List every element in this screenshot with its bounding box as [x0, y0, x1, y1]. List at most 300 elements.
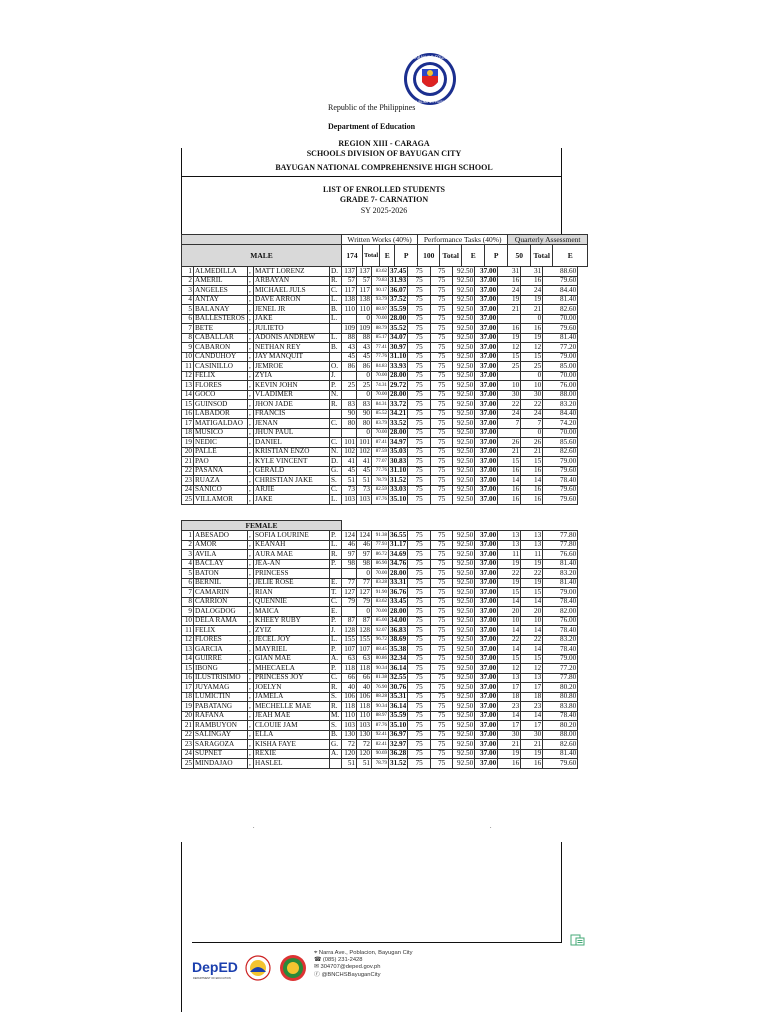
pt-raw: 75: [408, 692, 431, 702]
row-number: 12: [182, 635, 194, 645]
middle-initial: A.: [330, 749, 342, 759]
ww-e: 96.72: [372, 635, 389, 645]
pt-raw: 75: [408, 730, 431, 740]
qa-total: 14: [521, 645, 543, 655]
ww-p: 31.10: [390, 352, 407, 361]
pt-total: 75: [431, 711, 453, 721]
ww-raw: 127: [342, 588, 357, 598]
location-icon: ⌖: [314, 950, 318, 956]
qa-e: 79.60: [543, 466, 578, 476]
ww-p: 29.72: [390, 380, 407, 389]
ww-e: 85.52: [372, 409, 389, 419]
separator: ,: [248, 531, 254, 541]
pt-total: 75: [431, 730, 453, 740]
first-name: JAY MANQUIT: [254, 352, 330, 362]
middle-initial: D.: [330, 267, 342, 277]
separator: ,: [248, 616, 254, 626]
qa-e: 88.00: [543, 730, 578, 740]
qa-e: 74.20: [543, 419, 578, 429]
pt-p: 37.00: [475, 267, 498, 277]
qa-raw: 17: [498, 721, 521, 731]
pt-e: 92.50: [453, 664, 475, 674]
pt-total: 75: [431, 569, 453, 579]
pt-raw: 75: [408, 654, 431, 664]
last-name: FLORES: [194, 635, 248, 645]
first-name: MICHAEL JULS: [254, 286, 330, 296]
ww-raw: 137: [342, 267, 357, 277]
pt-e: 92.50: [453, 559, 475, 569]
separator: ,: [248, 485, 254, 495]
middle-initial: L.: [330, 295, 342, 305]
female-student-row: [182, 616, 578, 626]
female-student-row: [182, 702, 578, 712]
grades-table-header: [181, 234, 588, 267]
middle-initial: R.: [330, 702, 342, 712]
middle-initial: J.: [330, 626, 342, 636]
ww-raw: 118: [342, 702, 357, 712]
qa-e: 85.60: [543, 438, 578, 448]
qa-e: 81.40: [543, 295, 578, 305]
pt-total: 75: [431, 616, 453, 626]
last-name: GUIRRE: [194, 654, 248, 664]
ww-raw: 124: [342, 531, 357, 541]
row-number: 4: [182, 295, 194, 305]
qa-total: 24: [521, 409, 543, 419]
female-student-row: [182, 721, 578, 731]
ww-e: 74.31: [372, 381, 389, 391]
separator: ,: [248, 759, 254, 769]
female-grades-table: [181, 530, 578, 769]
pt-p: 37.00: [475, 635, 498, 645]
facebook-text[interactable]: @BNCHSBayuganCity: [321, 971, 381, 978]
ww-p: 35.31: [390, 692, 407, 701]
qa-e: 76.60: [543, 550, 578, 560]
row-number: 21: [182, 457, 194, 467]
pt-total: 75: [431, 447, 453, 457]
ww-p: 28.00: [390, 568, 407, 577]
ww-raw: 101: [342, 438, 357, 448]
qa-total: 16: [521, 466, 543, 476]
ww-e: 86.90: [372, 559, 389, 569]
first-name: JHUN PAUL: [254, 428, 330, 438]
row-number: 6: [182, 578, 194, 588]
qa-total: 13: [521, 540, 543, 550]
seal-text: KAGAWARAN NG EDUKASYON: [400, 55, 460, 60]
middle-initial: B.: [330, 730, 342, 740]
qa-total: 13: [521, 673, 543, 683]
male-student-row: [182, 457, 578, 467]
qa-raw: 12: [498, 664, 521, 674]
ww-total: 43: [357, 343, 372, 353]
separator: ,: [248, 466, 254, 476]
ww-e: 91.90: [372, 588, 389, 598]
ww-e: 84.83: [372, 362, 389, 372]
qa-total: 21: [521, 447, 543, 457]
last-name: PALLE: [194, 447, 248, 457]
ww-raw: 86: [342, 362, 357, 372]
first-name: MAYRIEL: [254, 645, 330, 655]
qa-e: 77.80: [543, 673, 578, 683]
qa-raw: 13: [498, 531, 521, 541]
row-number: 17: [182, 419, 194, 429]
ww-p: 34.76: [390, 559, 407, 568]
pt-e: 92.50: [453, 495, 475, 505]
pt-e: 92.50: [453, 286, 475, 296]
ww-p: 31.93: [390, 276, 407, 285]
ww-e: 87.76: [372, 721, 389, 731]
last-name: FELIX: [194, 626, 248, 636]
row-number: 22: [182, 730, 194, 740]
first-name: JULIETO: [254, 324, 330, 334]
last-name: BALANAY: [194, 305, 248, 315]
ww-p: 32.97: [390, 739, 407, 748]
last-name: SANICO: [194, 485, 248, 495]
ww-e: 77.41: [372, 343, 389, 353]
middle-initial: P.: [330, 381, 342, 391]
qa-e: 88.00: [543, 390, 578, 400]
first-name: KEANAH: [254, 540, 330, 550]
pt-total: 75: [431, 664, 453, 674]
pt-raw: 75: [408, 740, 431, 750]
qa-total: 7: [521, 419, 543, 429]
pt-total: 75: [431, 721, 453, 731]
ww-e: 83.62: [372, 597, 389, 607]
separator: ,: [248, 333, 254, 343]
pt-p: 37.00: [475, 276, 498, 286]
middle-initial: E.: [330, 607, 342, 617]
footer-contact: [314, 950, 413, 979]
qa-e: 79.00: [543, 654, 578, 664]
frame-divider: [181, 176, 562, 177]
last-name: CANDUHOY: [194, 352, 248, 362]
school-seal-logo: [280, 955, 306, 981]
last-name: ABESADO: [194, 531, 248, 541]
ww-p: 35.03: [390, 447, 407, 456]
ww-raw: [342, 428, 357, 438]
male-student-row: [182, 485, 578, 495]
separator: ,: [248, 362, 254, 372]
ww-raw: 77: [342, 578, 357, 588]
pt-raw: 75: [408, 578, 431, 588]
pt-p: 37.00: [475, 371, 498, 381]
pt-raw: 75: [408, 352, 431, 362]
last-name: AVILA: [194, 550, 248, 560]
qa-e: 82.60: [543, 305, 578, 315]
first-name: REXIE: [254, 749, 330, 759]
qa-raw: 19: [498, 295, 521, 305]
qa-e: 79.60: [543, 276, 578, 286]
pt-raw: 75: [408, 683, 431, 693]
female-student-row: [182, 550, 578, 560]
qa-e: 83.20: [543, 400, 578, 410]
last-name: AMOR: [194, 540, 248, 550]
female-student-row: [182, 664, 578, 674]
qa-raw: 19: [498, 578, 521, 588]
pt-e: 92.50: [453, 645, 475, 655]
ww-raw: 130: [342, 730, 357, 740]
ww-raw: [342, 569, 357, 579]
pt-e: 92.50: [453, 305, 475, 315]
qa-total: 16: [521, 759, 543, 769]
first-name: ZYIZ: [254, 626, 330, 636]
ww-raw: 51: [342, 759, 357, 769]
qa-raw: [498, 314, 521, 324]
pt-p: 37.00: [475, 578, 498, 588]
qa-total: 22: [521, 400, 543, 410]
header-spacer: [182, 235, 342, 245]
ww-e: 87.59: [372, 447, 389, 457]
pt-p: 37.00: [475, 476, 498, 486]
qa-total: 21: [521, 740, 543, 750]
qa-total: 15: [521, 588, 543, 598]
quarterly-assessment-header: Quarterly Assessment: [508, 235, 588, 245]
ww-raw: [342, 607, 357, 617]
ww-e: 92.41: [372, 730, 389, 740]
pt-e: 92.50: [453, 654, 475, 664]
separator: ,: [248, 721, 254, 731]
ww-e: 70.00: [372, 371, 389, 381]
pt-raw: 75: [408, 267, 431, 277]
ww-p: 30.76: [390, 682, 407, 691]
ww-raw: 73: [342, 485, 357, 495]
qa-raw: 16: [498, 276, 521, 286]
pt-raw: 75: [408, 485, 431, 495]
qa-total: 0: [521, 428, 543, 438]
qa-total: 19: [521, 295, 543, 305]
separator: ,: [248, 324, 254, 334]
last-name: GOCO: [194, 390, 248, 400]
ww-e: 88.45: [372, 645, 389, 655]
separator: ,: [248, 569, 254, 579]
facebook-icon: ⓕ: [314, 971, 320, 978]
first-name: KHEEY RUBY: [254, 616, 330, 626]
ww-total: 101: [357, 438, 372, 448]
qa-e: 77.20: [543, 664, 578, 674]
ww-total: 103: [357, 721, 372, 731]
qa-raw: 16: [498, 495, 521, 505]
middle-initial: N.: [330, 390, 342, 400]
ww-total: 51: [357, 476, 372, 486]
qa-e: 83.20: [543, 569, 578, 579]
col-qa-e: E: [553, 245, 588, 267]
qa-raw: 16: [498, 324, 521, 334]
first-name: JAKE: [254, 495, 330, 505]
qa-total: 14: [521, 626, 543, 636]
middle-initial: C.: [330, 673, 342, 683]
first-name: JOELYN: [254, 683, 330, 693]
ww-p: 33.03: [390, 485, 407, 494]
ww-total: 138: [357, 295, 372, 305]
col-pt-p: P: [485, 245, 508, 267]
ww-p: 35.59: [390, 711, 407, 720]
email-text[interactable]: 304707@deped.gov.ph: [320, 964, 381, 971]
pt-p: 37.00: [475, 295, 498, 305]
first-name: SOFIA LOURINE: [254, 531, 330, 541]
middle-initial: C.: [330, 485, 342, 495]
pt-total: 75: [431, 400, 453, 410]
ww-raw: 109: [342, 324, 357, 334]
pt-e: 92.50: [453, 692, 475, 702]
qa-raw: 14: [498, 476, 521, 486]
ww-total: 72: [357, 740, 372, 750]
footer-logos: [192, 948, 310, 986]
middle-initial: [330, 569, 342, 579]
ww-total: 41: [357, 457, 372, 467]
paste-options-icon[interactable]: [570, 934, 586, 946]
separator: ,: [248, 286, 254, 296]
pt-total: 75: [431, 626, 453, 636]
pt-raw: 75: [408, 569, 431, 579]
separator: ,: [248, 654, 254, 664]
region-text: REGION XIII - CARAGA: [338, 139, 430, 148]
pt-raw: 75: [408, 371, 431, 381]
ww-total: 45: [357, 466, 372, 476]
pt-total: 75: [431, 428, 453, 438]
qa-raw: 31: [498, 267, 521, 277]
pt-raw: 75: [408, 314, 431, 324]
ww-e: 92.07: [372, 626, 389, 636]
row-number: 6: [182, 314, 194, 324]
pt-total: 75: [431, 550, 453, 560]
pt-total: 75: [431, 578, 453, 588]
ww-e: 82.59: [372, 485, 389, 495]
qa-raw: 18: [498, 692, 521, 702]
first-name: KISHA FAYE: [254, 740, 330, 750]
qa-e: 85.00: [543, 362, 578, 372]
male-student-row: [182, 400, 578, 410]
col-qa-max: 50: [508, 245, 531, 267]
pt-p: 37.00: [475, 314, 498, 324]
male-student-row: [182, 438, 578, 448]
ww-total: 118: [357, 664, 372, 674]
ww-p: 34.69: [390, 549, 407, 558]
ww-e: 81.38: [372, 673, 389, 683]
separator: ,: [248, 438, 254, 448]
female-student-row: [182, 569, 578, 579]
separator: ,: [248, 343, 254, 353]
pt-total: 75: [431, 673, 453, 683]
pt-p: 37.00: [475, 495, 498, 505]
separator: ,: [248, 390, 254, 400]
middle-initial: R.: [330, 550, 342, 560]
male-student-row: [182, 295, 578, 305]
female-student-row: [182, 673, 578, 683]
pt-total: 75: [431, 267, 453, 277]
pt-p: 37.00: [475, 485, 498, 495]
ww-raw: 45: [342, 466, 357, 476]
male-student-row: [182, 286, 578, 296]
middle-initial: L.: [330, 635, 342, 645]
pt-raw: 75: [408, 438, 431, 448]
pt-e: 92.50: [453, 438, 475, 448]
ww-e: 93.79: [372, 295, 389, 305]
pt-total: 75: [431, 305, 453, 315]
ww-total: 103: [357, 495, 372, 505]
pt-e: 92.50: [453, 588, 475, 598]
pt-e: 92.50: [453, 466, 475, 476]
pt-e: 92.50: [453, 721, 475, 731]
separator: ,: [248, 588, 254, 598]
male-grades-table: [181, 266, 578, 505]
ww-p: 35.10: [390, 494, 407, 503]
ww-e: 78.79: [372, 759, 389, 769]
ww-total: 0: [357, 428, 372, 438]
ww-p: 28.00: [390, 371, 407, 380]
middle-initial: [330, 409, 342, 419]
row-number: 24: [182, 485, 194, 495]
ww-raw: 25: [342, 381, 357, 391]
ww-e: 90.34: [372, 702, 389, 712]
qa-total: 15: [521, 457, 543, 467]
middle-initial: T.: [330, 588, 342, 598]
last-name: RAMBUYON: [194, 721, 248, 731]
row-number: 18: [182, 692, 194, 702]
first-name: GERALD: [254, 466, 330, 476]
ww-total: 25: [357, 381, 372, 391]
qa-total: 23: [521, 702, 543, 712]
first-name: HASLEL: [254, 759, 330, 769]
row-number: 10: [182, 352, 194, 362]
separator: ,: [248, 495, 254, 505]
female-student-row: [182, 540, 578, 550]
male-student-row: [182, 409, 578, 419]
separator: ,: [248, 550, 254, 560]
male-student-row: [182, 267, 578, 277]
qa-e: 82.60: [543, 447, 578, 457]
pt-total: 75: [431, 438, 453, 448]
pt-p: 37.00: [475, 419, 498, 429]
qa-e: 79.60: [543, 759, 578, 769]
qa-raw: 23: [498, 702, 521, 712]
middle-initial: E.: [330, 578, 342, 588]
ww-total: 117: [357, 286, 372, 296]
qa-e: 78.40: [543, 645, 578, 655]
male-student-row: [182, 495, 578, 505]
row-number: 14: [182, 390, 194, 400]
ww-raw: 110: [342, 305, 357, 315]
row-number: 11: [182, 626, 194, 636]
first-name: MATT LORENZ: [254, 267, 330, 277]
ww-total: 127: [357, 588, 372, 598]
pt-e: 92.50: [453, 314, 475, 324]
first-name: CLOUIE JAM: [254, 721, 330, 731]
qa-e: 77.80: [543, 531, 578, 541]
last-name: ANTAY: [194, 295, 248, 305]
pt-raw: 75: [408, 616, 431, 626]
qa-e: 77.20: [543, 343, 578, 353]
ww-raw: [342, 390, 357, 400]
ww-p: 28.00: [390, 314, 407, 323]
pt-raw: 75: [408, 607, 431, 617]
col-ww-e: E: [380, 245, 395, 267]
male-student-row: [182, 476, 578, 486]
ww-e: 80.86: [372, 654, 389, 664]
ww-total: 73: [357, 485, 372, 495]
separator: ,: [248, 692, 254, 702]
qa-e: 80.20: [543, 721, 578, 731]
last-name: CABALLAR: [194, 333, 248, 343]
pt-total: 75: [431, 371, 453, 381]
qa-raw: 22: [498, 400, 521, 410]
ww-raw: 46: [342, 540, 357, 550]
ww-raw: 120: [342, 749, 357, 759]
col-pt-e: E: [462, 245, 485, 267]
qa-raw: 15: [498, 457, 521, 467]
qa-raw: 20: [498, 607, 521, 617]
qa-total: 0: [521, 371, 543, 381]
middle-initial: N.: [330, 447, 342, 457]
ww-p: 31.52: [390, 758, 407, 767]
